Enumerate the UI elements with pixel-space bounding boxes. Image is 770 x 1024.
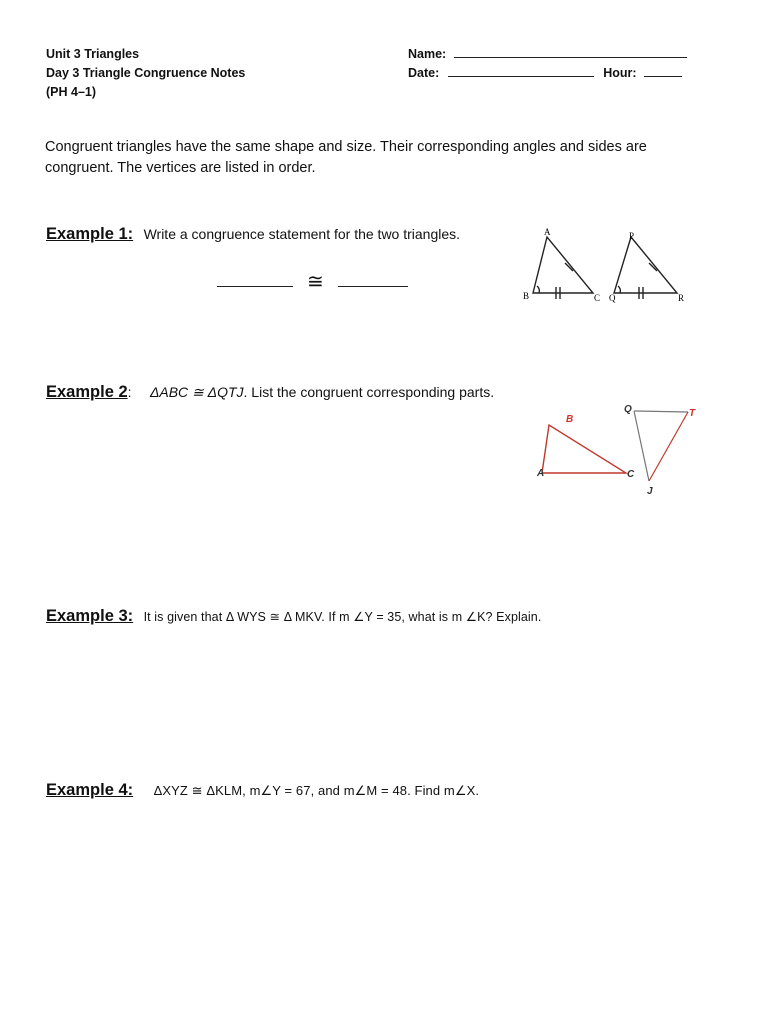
label-q: Q <box>624 404 632 415</box>
intro-line-1: Congruent triangles have the same shape and size. Their corresponding angles and sides are <box>45 139 647 155</box>
intro-paragraph <box>45 137 647 179</box>
header-left <box>46 45 245 102</box>
example-1-figure <box>515 225 695 307</box>
edge-qj <box>634 411 649 481</box>
angle-mark-b <box>537 286 539 293</box>
vertex-label-a: A <box>544 227 551 237</box>
name-label: Name: <box>408 47 447 61</box>
example-2-figure <box>530 400 705 500</box>
example-3 <box>46 607 541 626</box>
triangle-abc <box>533 237 593 293</box>
statement-blank-left[interactable] <box>217 274 293 287</box>
label-a: A <box>537 468 545 479</box>
example-1-text: Write a congruence statement for the two triangles. <box>143 226 461 242</box>
label-t: T <box>689 408 696 419</box>
vertex-label-b: B <box>523 291 530 301</box>
vertex-label-p: P <box>629 231 635 241</box>
header-right <box>408 45 698 83</box>
vertex-label-c: C <box>594 293 601 303</box>
hour-field[interactable] <box>644 64 682 77</box>
example-3-label: Example 3: <box>46 607 134 625</box>
example-4 <box>46 781 479 800</box>
ph-reference: (PH 4–1) <box>46 85 97 99</box>
edge-qt <box>634 411 688 412</box>
label-b: B <box>566 414 574 425</box>
name-row <box>408 45 698 64</box>
label-j: J <box>647 486 653 497</box>
lesson-title: Day 3 Triangle Congruence Notes <box>46 66 246 80</box>
example-4-label: Example 4: <box>46 781 134 799</box>
example-2-statement: ΔABC ≅ ΔQTJ <box>149 384 244 400</box>
example-2-colon: : <box>127 384 132 400</box>
unit-title: Unit 3 Triangles <box>46 47 140 61</box>
angle-mark-q <box>618 286 620 293</box>
statement-blank-right[interactable] <box>338 274 408 287</box>
label-c: C <box>627 469 635 480</box>
date-label: Date: <box>408 66 440 80</box>
example-1 <box>46 225 460 244</box>
name-field[interactable] <box>454 45 687 58</box>
congruent-symbol: ≅ <box>307 271 324 293</box>
date-field[interactable] <box>448 64 594 77</box>
example-2-text: . List the congruent corresponding parts. <box>243 384 495 400</box>
edge-tj <box>649 412 688 481</box>
intro-line-2: congruent. The vertices are listed in order. <box>45 160 316 176</box>
example-2 <box>46 383 494 402</box>
triangle-pqr <box>614 237 677 293</box>
hour-label: Hour: <box>603 66 637 80</box>
date-row <box>408 64 698 83</box>
example-4-text: ΔXYZ ≅ ΔKLM, m∠Y = 67, and m∠M = 48. Find m∠X. <box>153 783 480 798</box>
triangle-abc-red <box>542 425 626 473</box>
vertex-label-q: Q <box>609 293 616 303</box>
congruence-statement <box>217 270 409 292</box>
example-1-label: Example 1: <box>46 225 134 243</box>
vertex-label-r: R <box>678 293 685 303</box>
example-2-label: Example 2 <box>46 383 128 401</box>
example-3-text: It is given that Δ WYS ≅ Δ MKV. If m ∠Y = 35, what is m ∠K? Explain. <box>143 610 542 624</box>
